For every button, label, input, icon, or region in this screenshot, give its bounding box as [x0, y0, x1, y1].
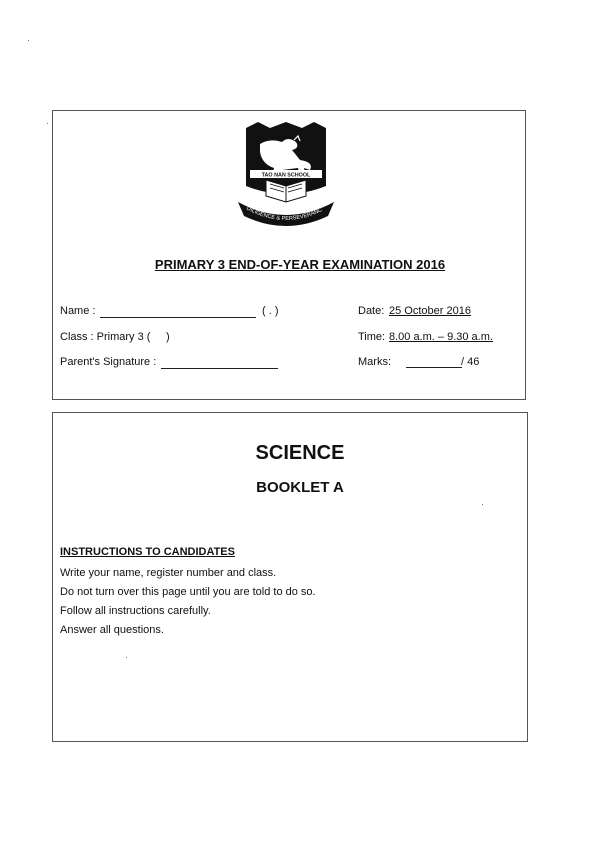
class-label: Class : Primary 3 ( — [60, 331, 151, 343]
instruction-item: Follow all instructions carefully. — [60, 605, 211, 617]
date-value: 25 October 2016 — [389, 305, 471, 317]
register-number-bracket: ( . ) — [262, 305, 279, 317]
exam-title: PRIMARY 3 END-OF-YEAR EXAMINATION 2016 — [154, 257, 446, 272]
instruction-item: Write your name, register number and class. — [60, 567, 277, 579]
marks-line — [406, 367, 462, 368]
instruction-item: Do not turn over this page until you are told to do so. — [60, 586, 316, 598]
parent-signature-label: Parent's Signature : — [60, 356, 157, 368]
class-bracket-close: ) — [166, 331, 170, 343]
date-label: Date: — [358, 305, 385, 317]
marks-total: / 46 — [461, 356, 480, 368]
crest-motto: DILIGENCE & PERSEVERANC — [245, 205, 324, 223]
marks-label: Marks: — [358, 356, 391, 368]
instructions-heading: INSTRUCTIONS TO CANDIDATES — [60, 546, 235, 558]
subject-title: SCIENCE — [255, 442, 345, 464]
name-line — [100, 317, 256, 318]
crest-school-name: TAO NAN SCHOOL — [261, 172, 311, 179]
parent-signature-line — [161, 368, 278, 369]
scan-speck — [47, 123, 48, 124]
time-label: Time: — [358, 331, 386, 343]
school-crest-logo — [236, 120, 336, 232]
booklet-title: BOOKLET A — [256, 479, 344, 496]
instruction-item: Answer all questions. — [60, 624, 164, 636]
name-label: Name : — [60, 305, 96, 317]
time-value: 8.00 a.m. – 9.30 a.m. — [389, 331, 493, 343]
scan-speck — [28, 40, 29, 41]
